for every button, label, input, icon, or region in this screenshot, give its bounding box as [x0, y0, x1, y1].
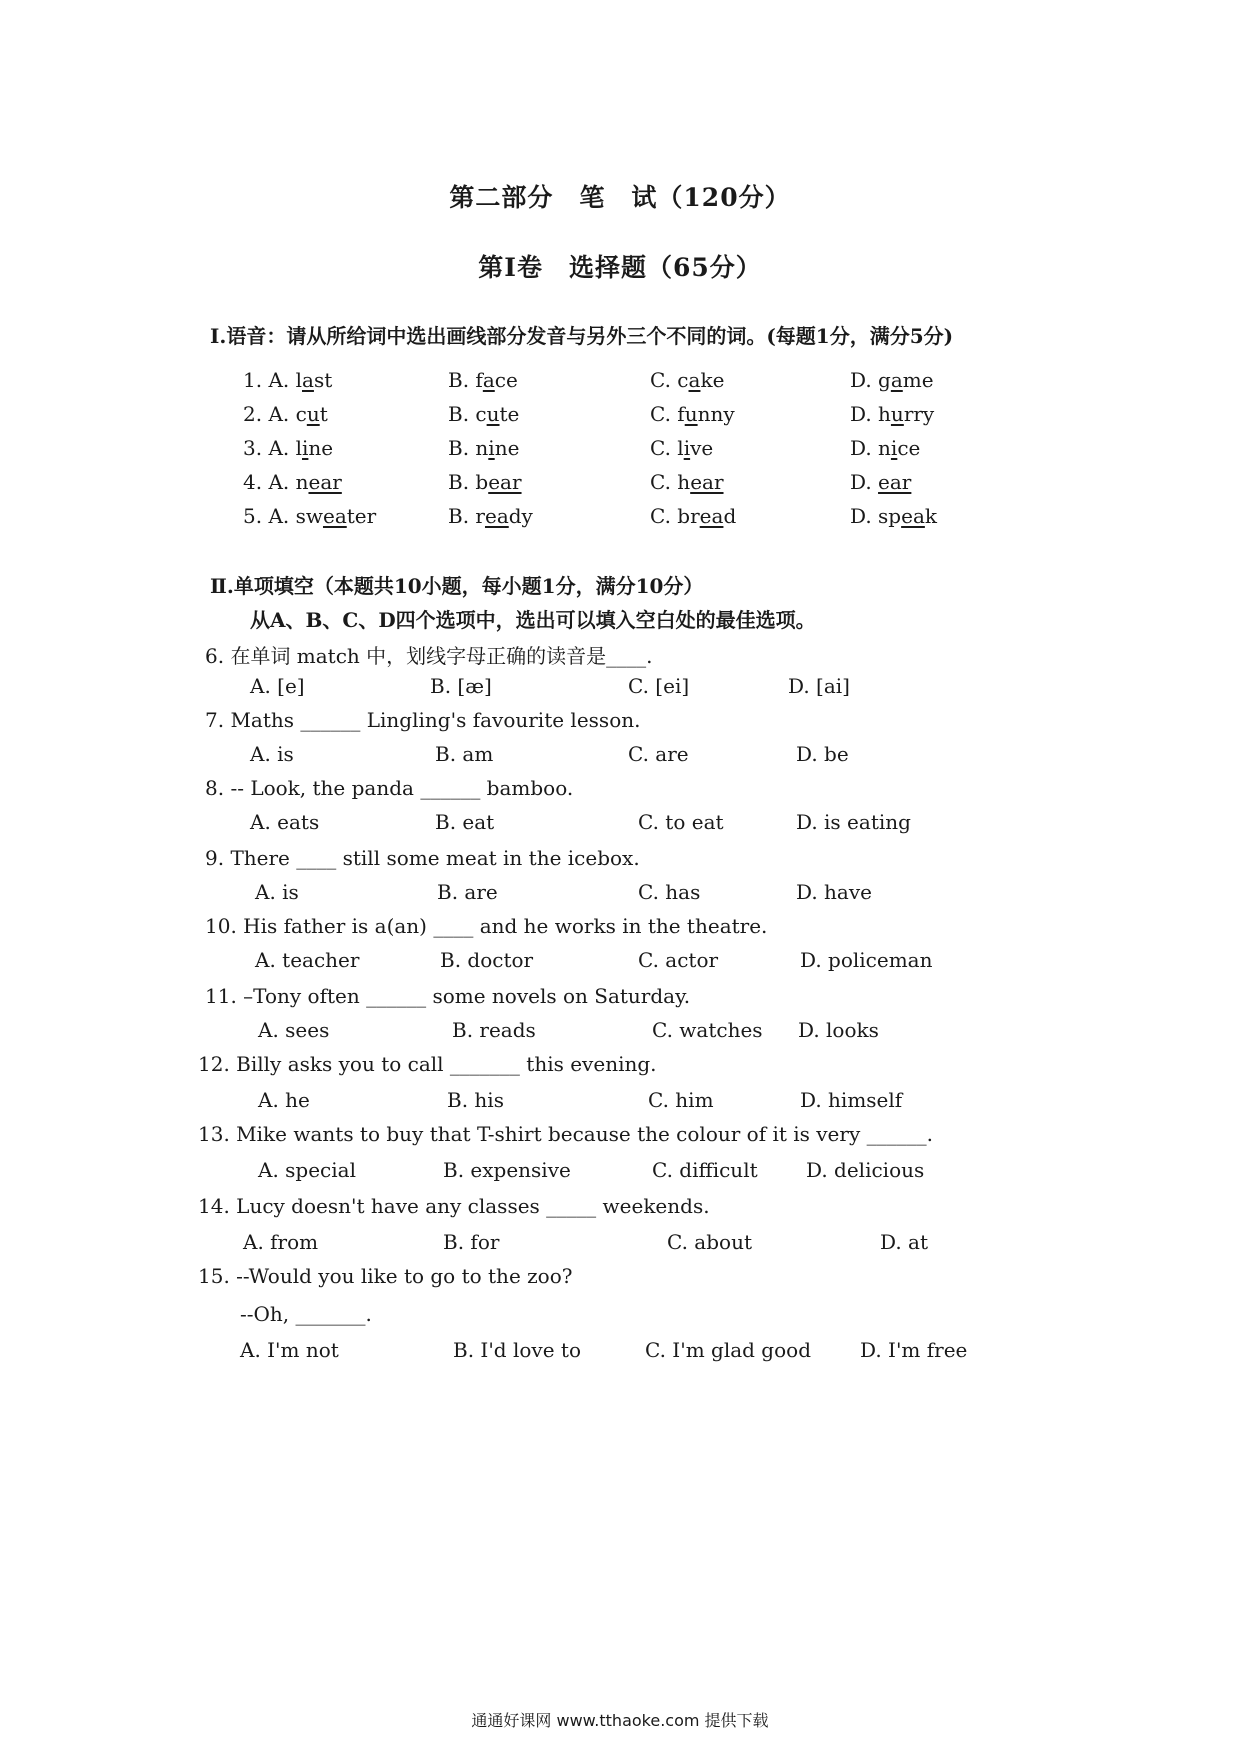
s1-q2-option-b: B. cute [448, 402, 520, 426]
s2-q7-option-a: A. is [250, 742, 294, 766]
s2-q11-stem: 11. –Tony often ______ some novels on Saturday. [205, 984, 691, 1008]
s2-q13-option-c: C. difficult [652, 1158, 758, 1182]
s1-q5-option-a: 5. A. sweater [243, 504, 377, 528]
s1-q2-option-c: C. funny [650, 402, 735, 426]
s2-q7-option-c: C. are [628, 742, 689, 766]
s1-q4-option-a: 4. A. near [243, 470, 342, 494]
s2-q12-option-d: D. himself [800, 1088, 903, 1112]
s2-q8-option-a: A. eats [250, 810, 320, 834]
s2-q13-option-a: A. special [258, 1158, 356, 1182]
s2-q6-option-c: C. [ei] [628, 674, 690, 698]
s2-q7-stem: 7. Maths ______ Lingling's favourite lesson. [205, 708, 641, 732]
s2-q14-option-b: B. for [443, 1230, 500, 1254]
s1-q4-option-d: D. ear [850, 470, 912, 494]
s1-q3-option-a: 3. A. line [243, 436, 334, 460]
s2-q9-option-d: D. have [796, 880, 872, 904]
s2-q15-stem: 15. --Would you like to go to the zoo? [198, 1264, 573, 1288]
s2-q9-option-c: C. has [638, 880, 701, 904]
s2-q6-option-b: B. [æ] [430, 674, 492, 698]
s2-q12-option-b: B. his [447, 1088, 504, 1112]
s1-q5-option-c: C. bread [650, 504, 737, 528]
s1-q3-option-d: D. nice [850, 436, 921, 460]
s2-q8-option-d: D. is eating [796, 810, 911, 834]
s2-q10-stem: 10. His father is a(an) ____ and he works in the theatre. [205, 914, 768, 938]
s2-q14-option-a: A. from [243, 1230, 319, 1254]
s2-q15-option-b: B. I'd love to [453, 1338, 581, 1362]
section2-heading: Ⅱ.单项填空（本题共10小题，每小题1分，满分10分） [210, 574, 704, 598]
s2-q6-option-a: A. [e] [250, 674, 305, 698]
s1-q5-option-d: D. speak [850, 504, 937, 528]
section1-heading: Ⅰ.语音：请从所给词中选出画线部分发音与另外三个不同的词。(每题1分，满分5分) [210, 324, 954, 348]
s2-q12-stem: 12. Billy asks you to call _______ this evening. [198, 1052, 657, 1076]
footer-credit: 通通好课网 www.tthaoke.com 提供下载 [471, 1711, 769, 1730]
s1-q3-option-c: C. live [650, 436, 714, 460]
s2-q11-option-c: C. watches [652, 1018, 763, 1042]
s1-q4-option-c: C. hear [650, 470, 724, 494]
s2-q11-option-b: B. reads [452, 1018, 536, 1042]
part-title: 第二部分 笔 试（120分） [449, 183, 791, 212]
s2-q14-stem: 14. Lucy doesn't have any classes _____ weekends. [198, 1194, 710, 1218]
s2-q14-option-d: D. at [880, 1230, 928, 1254]
s2-q6-stem: 6. 在单词 match 中，划线字母正确的读音是____. [205, 644, 653, 668]
s2-q11-option-d: D. looks [798, 1018, 879, 1042]
s1-q1-option-a: 1. A. last [243, 368, 333, 392]
s2-q9-stem: 9. There ____ still some meat in the icebox. [205, 846, 640, 870]
s2-q6-option-d: D. [ai] [788, 674, 850, 698]
s2-q8-option-c: C. to eat [638, 810, 724, 834]
s2-q7-option-d: D. be [796, 742, 849, 766]
s2-q10-option-a: A. teacher [255, 948, 360, 972]
s1-q1-option-d: D. game [850, 368, 934, 392]
s1-q5-option-b: B. ready [448, 504, 533, 528]
s2-q13-option-b: B. expensive [443, 1158, 571, 1182]
section2-instruction: 从A、B、C、D四个选项中，选出可以填入空白处的最佳选项。 [250, 608, 816, 632]
s1-q2-option-a: 2. A. cut [243, 402, 328, 426]
s2-q7-option-b: B. am [435, 742, 494, 766]
s1-q3-option-b: B. nine [448, 436, 520, 460]
volume-title: 第Ⅰ卷 选择题（65分） [478, 253, 762, 282]
s1-q1-option-c: C. cake [650, 368, 725, 392]
s2-q12-option-a: A. he [258, 1088, 310, 1112]
s2-q9-option-a: A. is [255, 880, 299, 904]
s2-q10-option-c: C. actor [638, 948, 719, 972]
s2-q12-option-c: C. him [648, 1088, 714, 1112]
s2-q15-option-a: A. I'm not [240, 1338, 339, 1362]
s2-q10-option-d: D. policeman [800, 948, 933, 972]
s2-q15-option-c: C. I'm glad good [645, 1338, 811, 1362]
s2-q15-answer-line: --Oh, _______. [240, 1302, 372, 1326]
s2-q8-option-b: B. eat [435, 810, 495, 834]
s2-q14-option-c: C. about [667, 1230, 752, 1254]
s2-q13-stem: 13. Mike wants to buy that T-shirt because the colour of it is very ______. [198, 1122, 933, 1146]
s2-q15-option-d: D. I'm free [860, 1338, 968, 1362]
s2-q9-option-b: B. are [437, 880, 498, 904]
s2-q10-option-b: B. doctor [440, 948, 534, 972]
s1-q1-option-b: B. face [448, 368, 518, 392]
s1-q2-option-d: D. hurry [850, 402, 935, 426]
s2-q13-option-d: D. delicious [806, 1158, 925, 1182]
s2-q11-option-a: A. sees [258, 1018, 330, 1042]
s2-q8-stem: 8. -- Look, the panda ______ bamboo. [205, 776, 574, 800]
s1-q4-option-b: B. bear [448, 470, 522, 494]
